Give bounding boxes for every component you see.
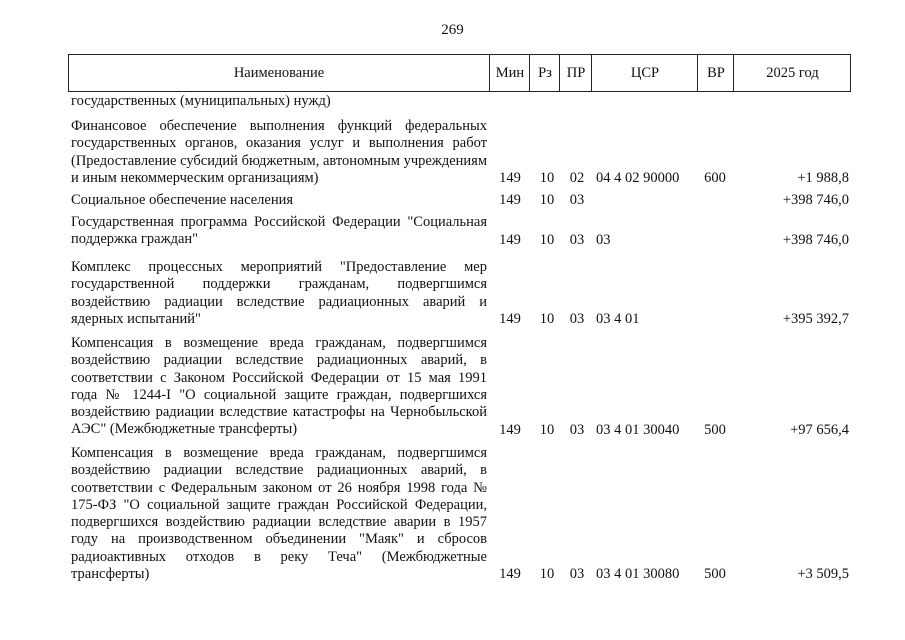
row-name: Компенсация в возмещение вреда гражданам, подвергшимся воздействию радиации вследствие радиационных аварий, в соответствии с Законом Российской Федерации от 15 мая 1991 года № 1244-I "О социальной защите граждан, подвергшихся воздействию радиации вследствие катастрофы на Чернобыльской АЭС" (Межбюджетные трансферты): [71, 335, 487, 438]
row-min: 149: [499, 421, 521, 438]
row-amount: +97 656,4: [790, 421, 849, 438]
row-min: 149: [499, 310, 521, 327]
row-amount: +3 509,5: [797, 565, 849, 582]
row-name: Социальное обеспечение населения: [71, 192, 294, 208]
row-min: 149: [499, 231, 521, 248]
row-pr: 03: [569, 565, 585, 582]
row-pr: 03: [569, 310, 585, 327]
row-vr: 500: [704, 565, 726, 582]
table-row: [0, 93, 905, 110]
row-pr: 02: [569, 169, 585, 186]
row-csr: 03 4 01 30040: [596, 421, 680, 438]
header-year: 2025 год: [733, 55, 851, 91]
row-csr: 03 4 01 30080: [596, 565, 680, 582]
row-vr: 500: [704, 421, 726, 438]
row-rz: 10: [539, 231, 555, 248]
row-rz: 10: [539, 310, 555, 327]
header-csr: ЦСР: [591, 55, 698, 91]
row-min: 149: [499, 169, 521, 186]
row-csr: 03: [596, 231, 611, 248]
page-number: 269: [441, 22, 464, 38]
table-row: [0, 192, 905, 209]
table-header: [68, 54, 851, 92]
row-rz: 10: [539, 169, 555, 186]
header-vr: ВР: [697, 55, 734, 91]
row-name: Финансовое обеспечение выполнения функций федеральных государственных органов, оказания услуг и выполнения работ (Предоставление субсидий бюджетным, автономным учреждениям и иным некоммерческим организациям): [71, 118, 487, 186]
row-csr: 04 4 02 90000: [596, 169, 680, 186]
row-rz: 10: [539, 191, 555, 208]
row-amount: +1 988,8: [797, 169, 849, 186]
row-amount: +398 746,0: [782, 191, 849, 208]
row-amount: +395 392,7: [782, 310, 849, 327]
table-row: [0, 335, 905, 439]
table-row: [0, 118, 905, 187]
header-min: Мин: [489, 55, 530, 91]
row-csr: 03 4 01: [596, 310, 640, 327]
table-row: [0, 445, 905, 583]
row-vr: 600: [704, 169, 726, 186]
row-pr: 03: [569, 191, 585, 208]
header-rz: Рз: [529, 55, 560, 91]
row-rz: 10: [539, 565, 555, 582]
row-name: Комплекс процессных мероприятий "Предоставление мер государственной поддержки гражданам, подвергшимся воздействию радиации вследствие радиационных аварий и ядерных испытаний": [71, 259, 487, 327]
header-pr: ПР: [559, 55, 592, 91]
row-name: Компенсация в возмещение вреда гражданам, подвергшимся воздействию радиации вследствие радиационных аварий, в соответствии с Федеральным законом от 26 ноября 1998 года № 175-ФЗ "О социальной защите граждан Российской Федерации, подвергшихся воздействию радиации вследствие аварии в 1957 году на производственном объединении "Маяк" и сбросов радиоактивных отходов в реку Теча" (Межбюджетные трансферты): [71, 445, 487, 583]
row-pr: 03: [569, 421, 585, 438]
row-name: государственных (муниципальных) нужд): [71, 93, 331, 109]
row-name: Государственная программа Российской Федерации "Социальная поддержка граждан": [71, 214, 487, 248]
table-row: [0, 214, 905, 249]
row-min: 149: [499, 565, 521, 582]
row-min: 149: [499, 191, 521, 208]
table-row: [0, 259, 905, 328]
row-rz: 10: [539, 421, 555, 438]
row-pr: 03: [569, 231, 585, 248]
row-amount: +398 746,0: [782, 231, 849, 248]
header-name: Наименование: [233, 65, 325, 81]
